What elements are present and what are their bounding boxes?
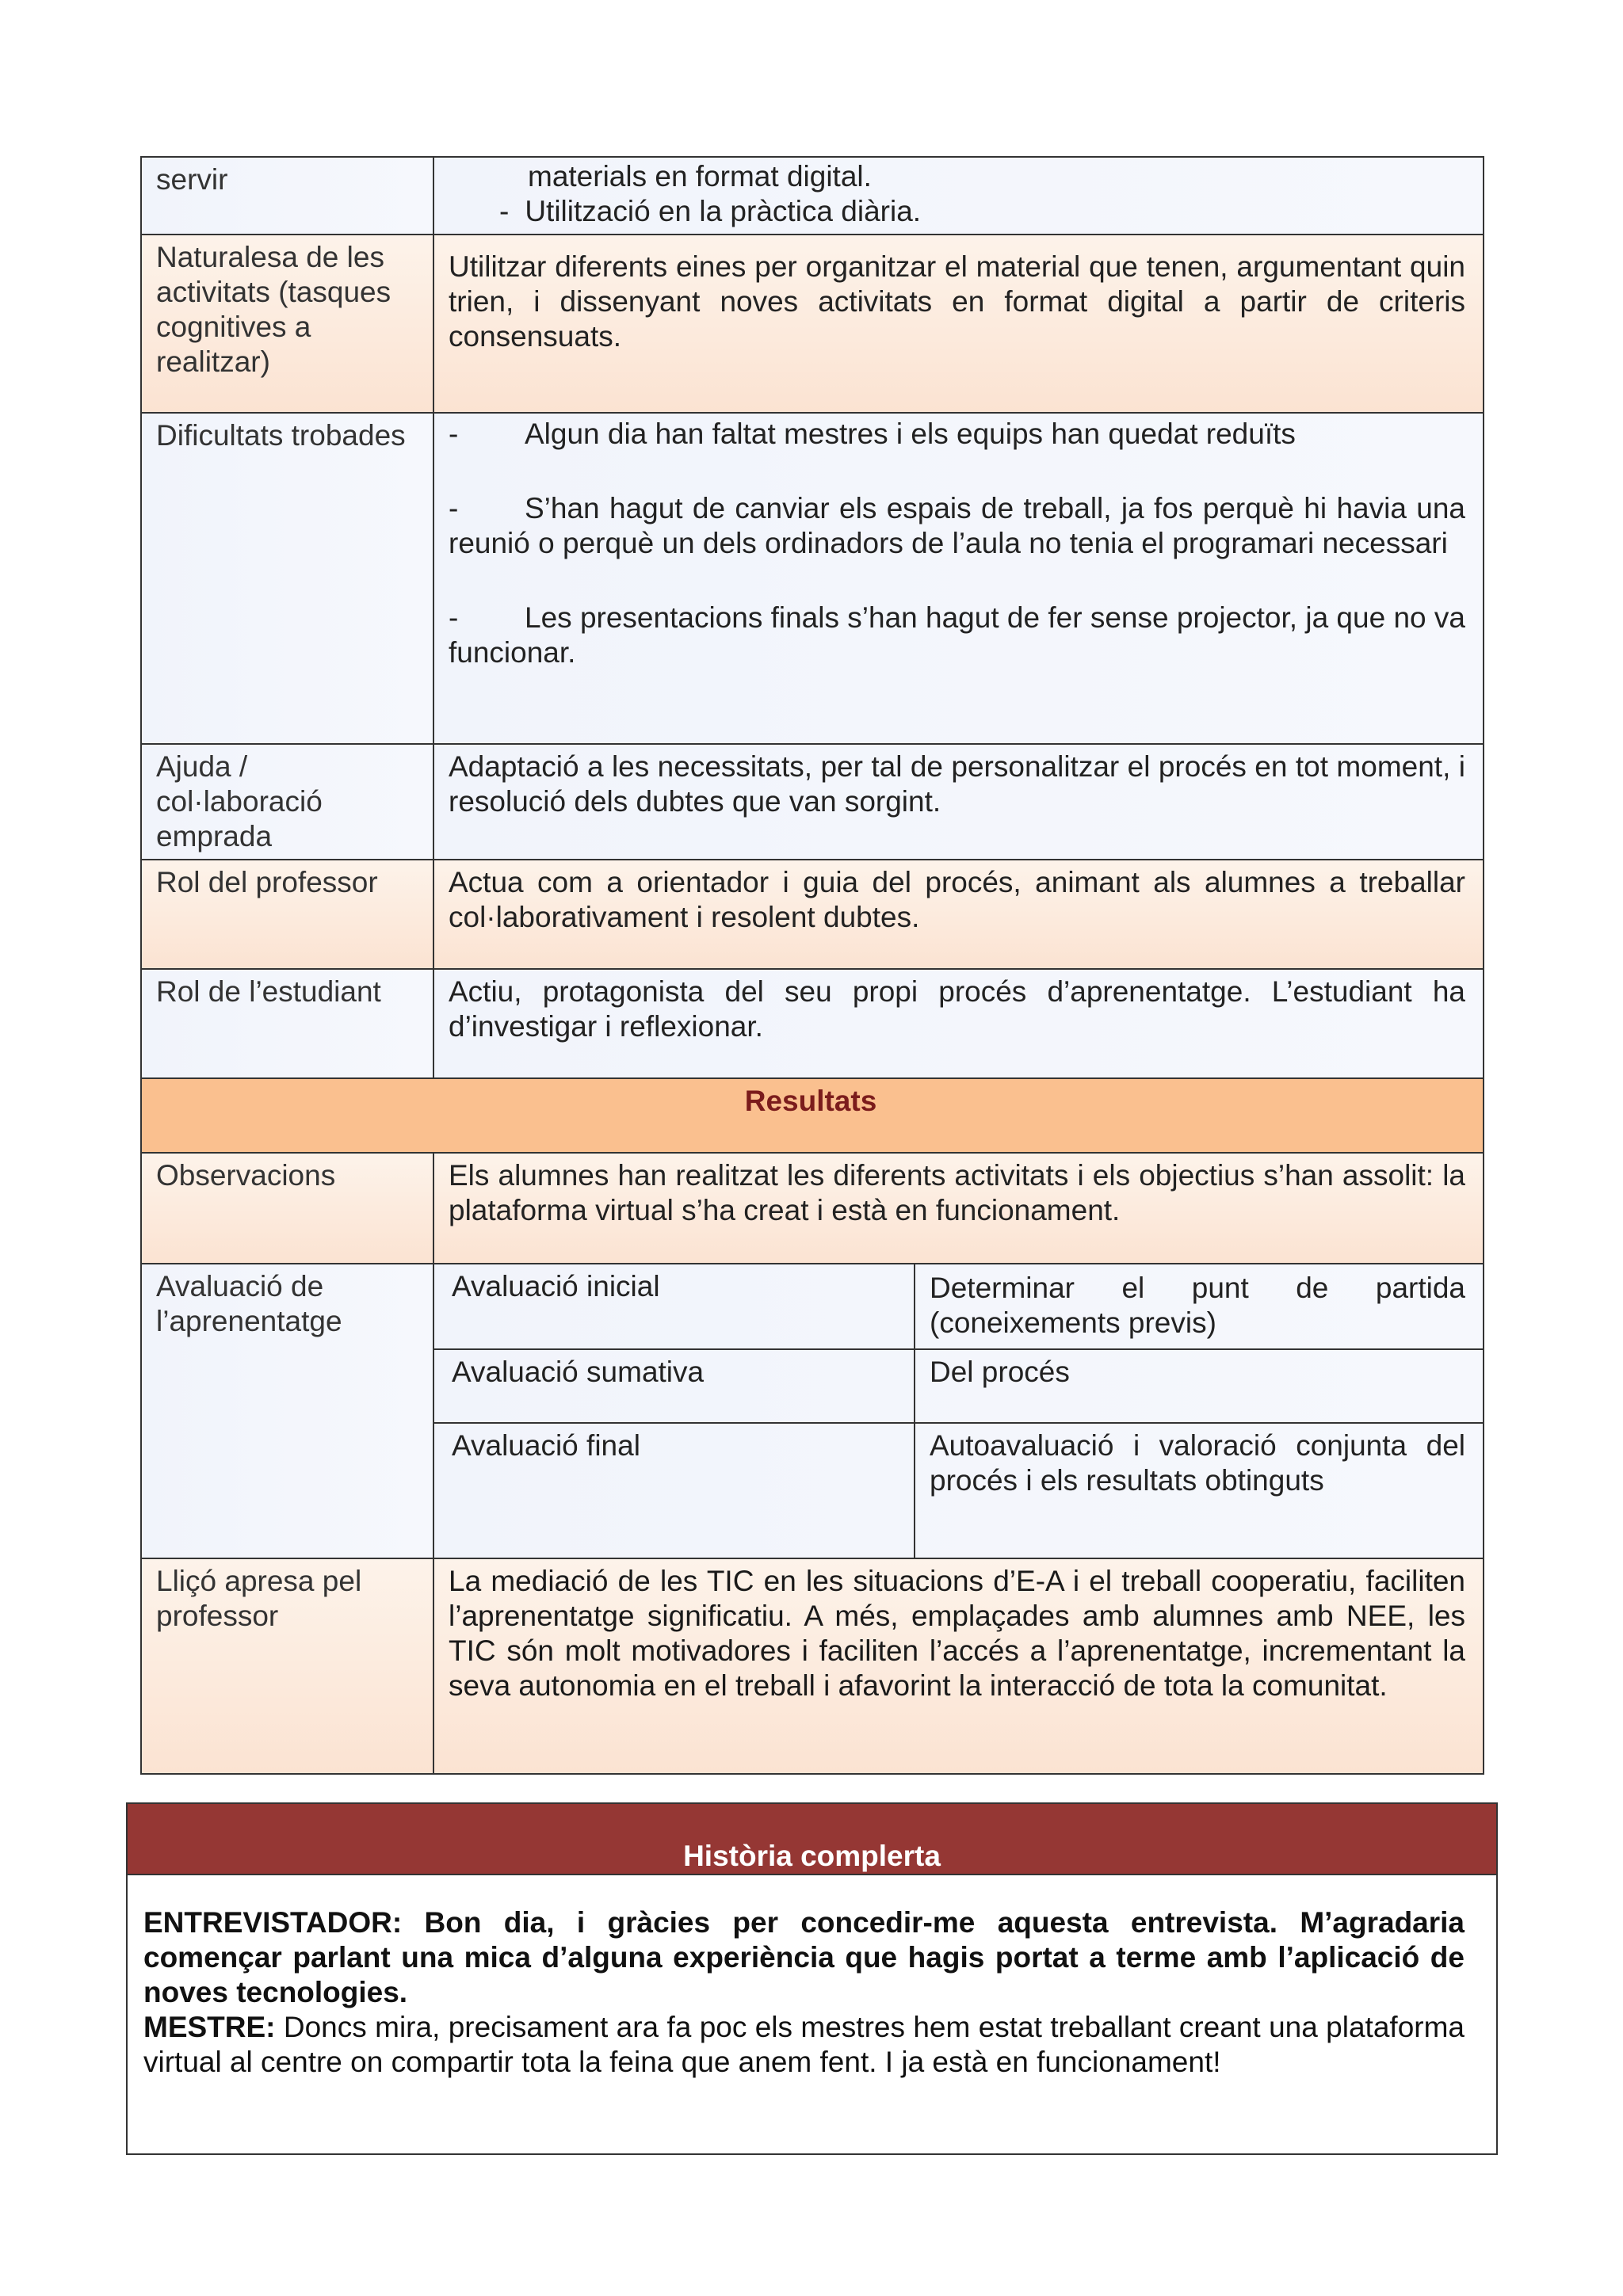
list-item: - Les presentacions finals s’han hagut de fer sense projector, ja que no va funcionar.: [449, 601, 1465, 669]
row-rol-estudiant: [141, 969, 1484, 1078]
row-label: Lliçó apresa pel professor: [141, 1558, 433, 1774]
evaluation-table: [433, 1263, 1484, 1559]
list-item: - S’han hagut de canviar els espais de treball, ja fos perquè hi havia una reunió o perquè un dels ordinadors de l’aula no tenia el programari necessari: [449, 492, 1465, 559]
teacher-label: MESTRE:: [143, 2011, 276, 2043]
row-text: La mediació de les TIC en les situacions d’E-A i el treball cooperatiu, faciliten l’aprenentatge significatiu. A més, emplaçades amb alumnes amb NEE, les TIC són molt motivadores i faciliten l’accés a l’aprenentatge, incrementant la seva autonomia en el treball i afavorint la interacció de tota la comunitat.: [433, 1558, 1484, 1774]
row-dificultats: [141, 413, 1484, 744]
list-item: - Algun dia han faltat mestres i els equips han quedat reduïts: [449, 418, 1296, 450]
row-text: materials en format digital.: [528, 160, 872, 193]
row-text: Utilització en la pràctica diària.: [525, 195, 922, 227]
row-rol-professor: [141, 860, 1484, 969]
row-observacions: [141, 1153, 1484, 1264]
row-servir: [141, 157, 1484, 235]
table-row: Avaluació sumativa Del procés: [433, 1349, 1484, 1423]
row-text: Actua com a orientador i guia del procés, animant als alumnes a treballar col·laborativament i resolent dubtes.: [433, 860, 1484, 969]
row-naturalesa: [141, 235, 1484, 413]
row-avaluacio: [141, 1264, 1484, 1558]
row-label: Dificultats trobades: [141, 413, 433, 744]
row-ajuda: [141, 744, 1484, 860]
table-row: Avaluació final Autoavaluació i valoració conjunta del procés i els resultats obtinguts: [433, 1423, 1484, 1558]
historia-body: [128, 1875, 1496, 2080]
row-label: Rol de l’estudiant: [141, 969, 433, 1078]
row-label: Rol del professor: [141, 860, 433, 969]
historia-title: Història complerta: [128, 1804, 1496, 1875]
row-label: Observacions: [141, 1153, 433, 1264]
row-label: servir: [141, 157, 433, 235]
row-text: Utilitzar diferents eines per organitzar el material que tenen, argumentant quin trien, i dissenyant noves activitats en format digital a partir de criteris consensuats.: [433, 235, 1484, 413]
historia-box: [126, 1802, 1498, 2155]
row-text: Adaptació a les necessitats, per tal de personalitzar el procés en tot moment, i resolució dels dubtes que van sorgint.: [433, 744, 1484, 860]
info-table: [140, 156, 1484, 1775]
dash: -: [499, 195, 510, 227]
table-row: Avaluació inicial Determinar el punt de partida (coneixements previs): [433, 1264, 1484, 1349]
row-text: Actiu, protagonista del seu propi procés d’aprenentatge. L’estudiant ha d’investigar i reflexionar.: [433, 969, 1484, 1078]
interviewer-text: Bon dia, i gràcies per concedir-me aquesta entrevista. M’agradaria començar parlant una mica d’alguna experiència que hagis portat a terme amb l’aplicació de noves tecnologies.: [143, 1906, 1465, 2008]
interviewer-label: ENTREVISTADOR:: [143, 1906, 403, 1939]
teacher-text: Doncs mira, precisament ara fa poc els mestres hem estat treballant creant una plataforma virtual al centre on compartir tota la feina que anem fent. I ja està en funcionament!: [143, 2011, 1465, 2078]
row-llico: [141, 1558, 1484, 1774]
row-label: Naturalesa de les activitats (tasques cognitives a realitzar): [141, 235, 433, 413]
row-label: Avaluació de l’aprenentatge: [141, 1264, 433, 1558]
row-label: Ajuda / col·laboració emprada: [141, 744, 433, 860]
row-text: Els alumnes han realitzat les diferents activitats i els objectius s’han assolit: la plataforma virtual s’ha creat i està en funcionament.: [433, 1153, 1484, 1264]
row-section-resultats: [141, 1078, 1484, 1153]
section-title: Resultats: [141, 1078, 1484, 1153]
